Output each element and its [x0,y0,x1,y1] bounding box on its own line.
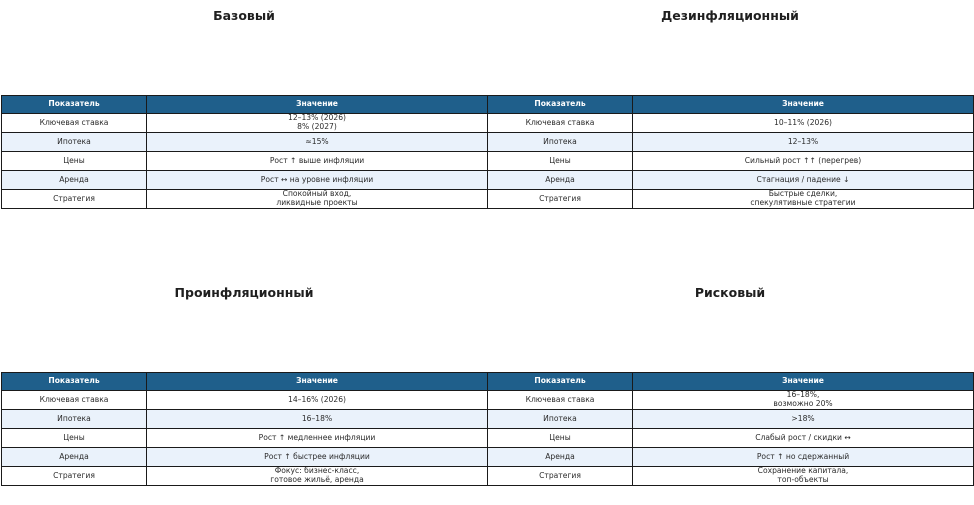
table-row [2,429,488,448]
scenario-table [487,372,974,486]
row-label: Цены [488,152,633,171]
column-header-indicator: Показатель [2,96,147,114]
row-value-text: Стагнация / падение ↓ [756,174,850,184]
row-value-text: Сохранение капитала, топ-объекты [757,466,849,484]
row-value [147,152,488,171]
column-header-value: Значение [147,96,488,114]
row-value [147,410,488,429]
table-header-row [488,96,974,114]
row-value [147,448,488,467]
table-row [488,152,974,171]
row-value-text: 12–13% [787,136,819,146]
row-label: Ипотека [2,410,147,429]
column-header-indicator: Показатель [488,373,633,391]
row-value-text: 12–13% (2026) 8% (2027) [287,113,346,131]
table-row [2,467,488,486]
row-value [633,190,974,209]
row-value [147,114,488,133]
table-row [488,133,974,152]
row-label: Стратегия [488,190,633,209]
table-row [2,391,488,410]
row-value-text: Рост ↔ на уровне инфляции [260,174,374,184]
table-header-row [2,96,488,114]
row-label: Стратегия [488,467,633,486]
row-value-text: Слабый рост / скидки ↔ [755,432,851,442]
row-value [633,152,974,171]
row-label: Стратегия [2,467,147,486]
column-header-indicator: Показатель [2,373,147,391]
row-label: Стратегия [2,190,147,209]
row-value [147,467,488,486]
table-row [2,114,488,133]
row-label: Ипотека [488,410,633,429]
table-row [2,133,488,152]
table-header-row [2,373,488,391]
row-label: Ключевая ставка [2,391,147,410]
row-value-text: Рост ↑ выше инфляции [269,155,365,165]
row-value [633,448,974,467]
row-value-text: 10–11% (2026) [773,117,832,127]
row-value [147,190,488,209]
row-value [633,114,974,133]
scenario-title: Рисковый [694,285,766,300]
row-value-text: Быстрые сделки, спекулятивные стратегии [750,189,856,207]
row-value-text: ≈15% [305,136,329,146]
table-row [488,190,974,209]
row-label: Аренда [2,448,147,467]
table-row [2,190,488,209]
row-label: Ключевая ставка [488,391,633,410]
row-label: Ипотека [488,133,633,152]
row-value [147,133,488,152]
row-value [633,133,974,152]
row-value-text: >18% [791,413,815,423]
row-value [633,410,974,429]
scenario-title: Проинфляционный [174,285,314,300]
row-value [147,391,488,410]
row-value-text: 16–18% [301,413,333,423]
table-row [488,429,974,448]
column-header-indicator: Показатель [488,96,633,114]
scenario-title: Базовый [213,8,275,23]
row-value-text: 14–16% (2026) [287,394,346,404]
table-row [2,448,488,467]
row-value [633,391,974,410]
row-value-text: Рост ↑ быстрее инфляции [264,451,370,461]
row-value-text: 16–18%, возможно 20% [773,390,833,408]
table-row [488,114,974,133]
table-row [2,171,488,190]
row-label: Аренда [2,171,147,190]
scenario-table [1,372,488,486]
row-value-text: Фокус: бизнес-класс, готовое жильё, аренда [270,466,364,484]
scenario-table [1,95,488,209]
row-value-text: Рост ↑ но сдержанный [756,451,850,461]
row-value-text: Рост ↑ медленнее инфляции [258,432,376,442]
row-value [147,171,488,190]
row-value [633,467,974,486]
row-label: Цены [2,429,147,448]
row-label: Ключевая ставка [2,114,147,133]
table-row [2,410,488,429]
table-header-row [488,373,974,391]
table-row [488,467,974,486]
row-value [633,429,974,448]
row-label: Ипотека [2,133,147,152]
row-value [633,171,974,190]
table-row [488,448,974,467]
row-label: Аренда [488,171,633,190]
scenario-table [487,95,974,209]
table-row [488,171,974,190]
row-label: Ключевая ставка [488,114,633,133]
row-label: Цены [2,152,147,171]
table-row [488,410,974,429]
row-label: Аренда [488,448,633,467]
column-header-value: Значение [633,373,974,391]
table-row [2,152,488,171]
scenario-title: Дезинфляционный [661,8,799,23]
row-label: Цены [488,429,633,448]
table-row [488,391,974,410]
column-header-value: Значение [633,96,974,114]
row-value-text: Спокойный вход, ликвидные проекты [276,189,358,207]
row-value-text: Сильный рост ↑↑ (перегрев) [744,155,862,165]
row-value [147,429,488,448]
column-header-value: Значение [147,373,488,391]
